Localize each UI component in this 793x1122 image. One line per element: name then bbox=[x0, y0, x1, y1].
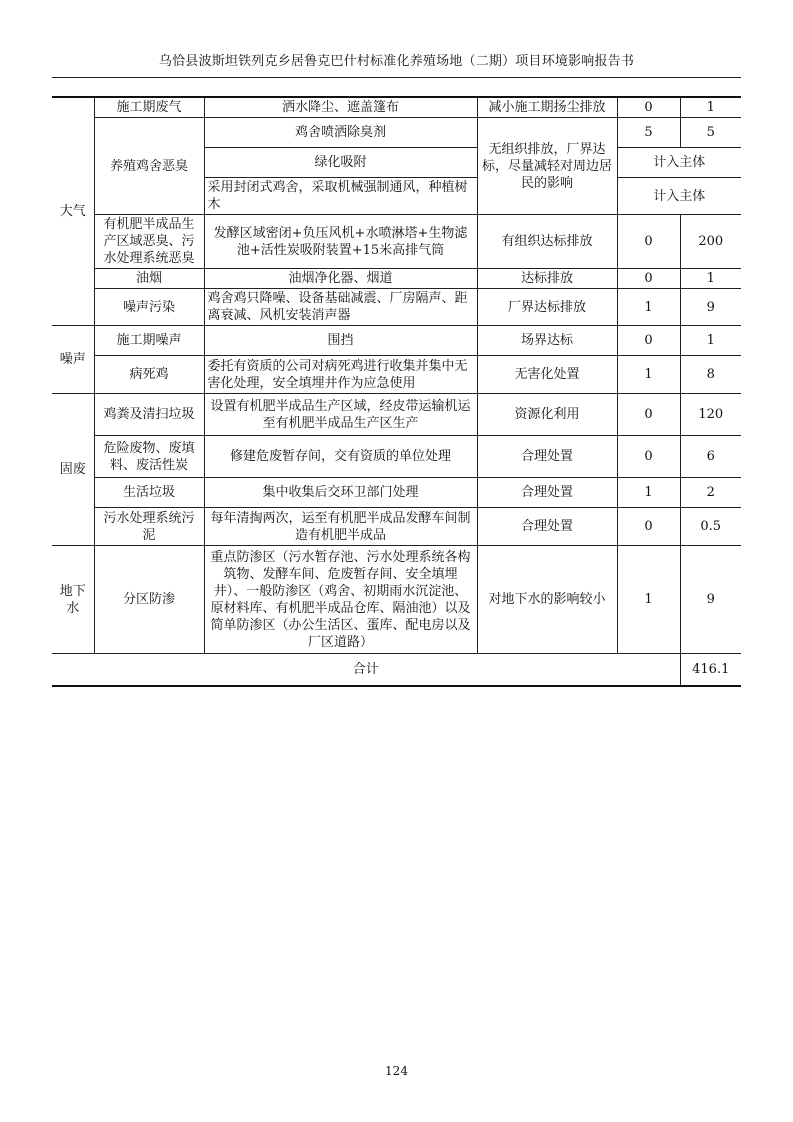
value-b-cell: 200 bbox=[680, 215, 741, 269]
pollution-source-cell: 噪声污染 bbox=[94, 289, 204, 326]
table-row bbox=[52, 269, 741, 289]
effect-cell: 合理处置 bbox=[477, 508, 617, 546]
total-label: 合计 bbox=[52, 654, 680, 686]
header-divider bbox=[52, 77, 741, 78]
total-row bbox=[52, 654, 741, 686]
measure-cell: 集中收集后交环卫部门处理 bbox=[204, 478, 477, 508]
value-a-cell: 0 bbox=[617, 436, 680, 478]
pollution-source-cell: 施工期废气 bbox=[94, 97, 204, 118]
page-number: 124 bbox=[385, 1064, 408, 1078]
measure-cell: 油烟净化器、烟道 bbox=[204, 269, 477, 289]
effect-cell: 场界达标 bbox=[477, 326, 617, 356]
table-row bbox=[52, 356, 741, 394]
measure-cell: 设置有机肥半成品生产区域，经皮带运输机运至有机肥半成品生产区生产 bbox=[204, 394, 477, 436]
effect-cell: 合理处置 bbox=[477, 478, 617, 508]
value-b-cell: 2 bbox=[680, 478, 741, 508]
value-a-cell: 1 bbox=[617, 546, 680, 654]
value-b-cell: 1 bbox=[680, 97, 741, 118]
table-row bbox=[52, 478, 741, 508]
total-value: 416.1 bbox=[680, 654, 741, 686]
value-b-cell: 9 bbox=[680, 546, 741, 654]
value-a-cell: 0 bbox=[617, 215, 680, 269]
pollution-source-cell: 生活垃圾 bbox=[94, 478, 204, 508]
measure-cell: 鸡舍鸡只降噪、设备基础减震、厂房隔声、距离衰减、风机安装消声器 bbox=[204, 289, 477, 326]
table-row bbox=[52, 508, 741, 546]
pollution-source-cell: 分区防渗 bbox=[94, 546, 204, 654]
value-b-cell: 1 bbox=[680, 326, 741, 356]
measure-cell: 围挡 bbox=[204, 326, 477, 356]
page-header-title: 乌恰县波斯坦铁列克乡居鲁克巴什村标准化养殖场地（二期）项目环境影响报告书 bbox=[158, 54, 635, 69]
pollution-source-cell: 油烟 bbox=[94, 269, 204, 289]
effect-cell: 合理处置 bbox=[477, 436, 617, 478]
value-b-cell: 1 bbox=[680, 269, 741, 289]
value-a-cell: 5 bbox=[617, 118, 680, 148]
effect-cell: 对地下水的影响较小 bbox=[477, 546, 617, 654]
pollution-source-cell: 有机肥半成品生产区域恶臭、污水处理系统恶臭 bbox=[94, 215, 204, 269]
included-in-main-cell: 计入主体 bbox=[617, 178, 741, 215]
investment-table bbox=[52, 96, 741, 687]
pollution-source-cell: 鸡粪及清扫垃圾 bbox=[94, 394, 204, 436]
pollution-source-cell: 养殖鸡舍恶臭 bbox=[94, 118, 204, 215]
effect-cell: 减小施工期扬尘排放 bbox=[477, 97, 617, 118]
value-b-cell: 5 bbox=[680, 118, 741, 148]
measure-cell: 洒水降尘、遮盖篷布 bbox=[204, 97, 477, 118]
table-row bbox=[52, 118, 741, 148]
effect-cell: 厂界达标排放 bbox=[477, 289, 617, 326]
pollution-source-cell: 污水处理系统污泥 bbox=[94, 508, 204, 546]
value-a-cell: 0 bbox=[617, 326, 680, 356]
pollution-source-cell: 施工期噪声 bbox=[94, 326, 204, 356]
section-label-solid-waste: 固废 bbox=[52, 394, 94, 546]
measure-cell: 鸡舍喷洒除臭剂 bbox=[204, 118, 477, 148]
measure-cell: 每年清掏两次，运至有机肥半成品发酵车间制造有机肥半成品 bbox=[204, 508, 477, 546]
pollution-source-cell: 病死鸡 bbox=[94, 356, 204, 394]
effect-cell: 有组织达标排放 bbox=[477, 215, 617, 269]
measure-cell: 采用封闭式鸡舍，采取机械强制通风，种植树木 bbox=[204, 178, 477, 215]
effect-cell: 达标排放 bbox=[477, 269, 617, 289]
section-label-groundwater: 地下水 bbox=[52, 546, 94, 654]
measure-cell: 委托有资质的公司对病死鸡进行收集并集中无害化处理，安全填埋井作为应急使用 bbox=[204, 356, 477, 394]
table-row bbox=[52, 326, 741, 356]
section-label-air: 大气 bbox=[52, 97, 94, 326]
section-label-noise: 噪声 bbox=[52, 326, 94, 394]
value-a-cell: 0 bbox=[617, 508, 680, 546]
effect-cell: 无害化处置 bbox=[477, 356, 617, 394]
value-a-cell: 0 bbox=[617, 394, 680, 436]
value-a-cell: 1 bbox=[617, 478, 680, 508]
included-in-main-cell: 计入主体 bbox=[617, 148, 741, 178]
measure-cell: 发酵区域密闭+负压风机+水喷淋塔+生物滤池+活性炭吸附装置+15米高排气筒 bbox=[204, 215, 477, 269]
measure-cell: 重点防渗区（污水暂存池、污水处理系统各构筑物、发酵车间、危废暂存间、安全填埋井）、一般防渗区（鸡舍、初期雨水沉淀池、原材料库、有机肥半成品仓库、隔油池）以及简单防渗区（办公生活区、蛋库、配电房以及厂区道路） bbox=[204, 546, 477, 654]
value-a-cell: 1 bbox=[617, 289, 680, 326]
effect-cell: 资源化利用 bbox=[477, 394, 617, 436]
value-b-cell: 9 bbox=[680, 289, 741, 326]
value-b-cell: 120 bbox=[680, 394, 741, 436]
measure-cell: 修建危废暂存间，交有资质的单位处理 bbox=[204, 436, 477, 478]
value-b-cell: 6 bbox=[680, 436, 741, 478]
measure-cell: 绿化吸附 bbox=[204, 148, 477, 178]
value-a-cell: 1 bbox=[617, 356, 680, 394]
effect-cell: 无组织排放，厂界达标，尽量减轻对周边居民的影响 bbox=[477, 118, 617, 215]
table-row bbox=[52, 215, 741, 269]
value-b-cell: 8 bbox=[680, 356, 741, 394]
value-b-cell: 0.5 bbox=[680, 508, 741, 546]
pollution-source-cell: 危险废物、废填料、废活性炭 bbox=[94, 436, 204, 478]
value-a-cell: 0 bbox=[617, 97, 680, 118]
table-row bbox=[52, 394, 741, 436]
value-a-cell: 0 bbox=[617, 269, 680, 289]
table-row bbox=[52, 436, 741, 478]
table-row bbox=[52, 546, 741, 654]
table-row bbox=[52, 289, 741, 326]
table-row bbox=[52, 97, 741, 118]
